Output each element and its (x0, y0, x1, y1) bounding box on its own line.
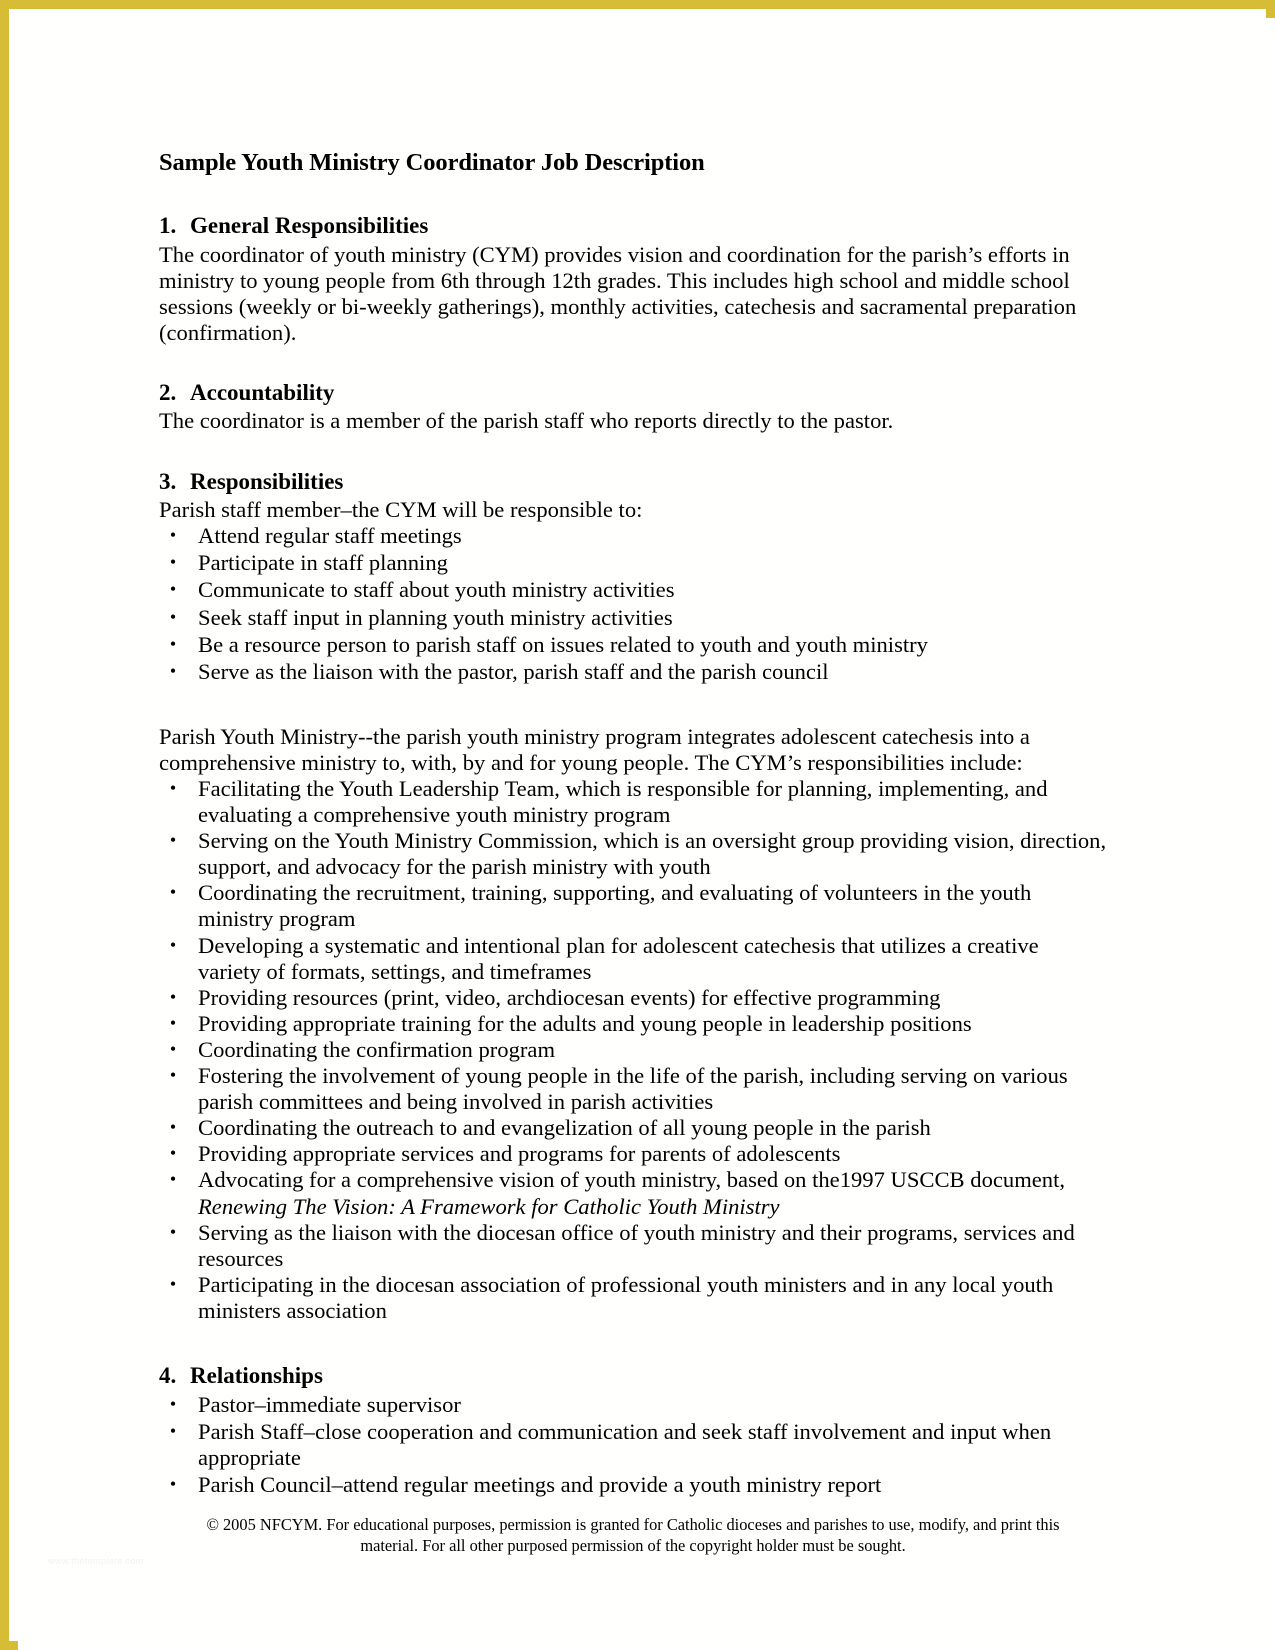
list-item-label: Providing appropriate services and programs for parents of adolescents (198, 1141, 841, 1167)
list-item (159, 1011, 1107, 1037)
list-item-label: Pastor–immediate supervisor (198, 1391, 461, 1417)
responsibilities-lead-in: Parish staff member–the CYM will be responsible to: (159, 497, 643, 523)
list-item-label: Facilitating the Youth Leadership Team, which is responsible for planning, implementing, and evaluating a comprehensive youth ministry program (198, 776, 1048, 828)
list-item (159, 985, 1107, 1011)
section-heading (159, 468, 1107, 496)
bullet-icon: • (169, 606, 177, 627)
copyright-footer (159, 1514, 1107, 1556)
bullet-icon: • (169, 778, 177, 798)
section-accountability (159, 379, 1107, 435)
bullet-icon: • (169, 1169, 177, 1190)
list-item-label: Providing resources (print, video, archdiocesan events) for effective programming (198, 984, 941, 1010)
list-item (159, 776, 1107, 828)
section-heading (159, 212, 1107, 240)
list-item (159, 1419, 1107, 1471)
section-name: Relationships (190, 1362, 323, 1388)
section-number: 4. (159, 1362, 177, 1388)
list-item (159, 1037, 1107, 1063)
list-item-label: Coordinating the recruitment, training, supporting, and evaluating of volunteers in the youth ministry program (198, 880, 1032, 932)
list-item (159, 1220, 1107, 1272)
bullet-icon: • (169, 1221, 177, 1242)
bullet-icon: • (169, 1393, 177, 1414)
bullet-icon: • (169, 1038, 177, 1059)
section-number: 3. (159, 468, 177, 494)
list-item-label (198, 1167, 1107, 1219)
list-item-label: Serving as the liaison with the diocesan office of youth ministry and their programs, services and resources (198, 1219, 1075, 1271)
section-paragraph: The coordinator is a member of the parish staff who reports directly to the pastor. (159, 408, 894, 434)
list-item (159, 659, 1107, 685)
section-heading (159, 379, 1107, 407)
document-title: Sample Youth Ministry Coordinator Job Description (159, 149, 705, 176)
section-name: General Responsibilities (190, 212, 429, 238)
list-item-label: Attend regular staff meetings (198, 523, 462, 549)
bullet-icon: • (169, 1273, 177, 1294)
list-item-label: Developing a systematic and intentional plan for adolescent catechesis that utilizes a creative variety of formats, settings, and timeframes (198, 932, 1039, 984)
list-item-label: Participate in staff planning (198, 550, 448, 576)
list-item-label: Parish Staff–close cooperation and communication and seek staff involvement and input when appropriate (198, 1418, 1052, 1470)
watermark-text: www.thetemplate.com (48, 1556, 144, 1566)
relationships-list (159, 1392, 1107, 1498)
parish-youth-ministry-paragraph: Parish Youth Ministry--the parish youth ministry program integrates adolescent catechesis into a comprehensive ministry to, with, by and for young people. The CYM’s responsibilities include: (159, 723, 1030, 775)
list-item (159, 550, 1107, 576)
list-item (159, 577, 1107, 603)
list-item-label: Parish Council–attend regular meetings and provide a youth ministry report (198, 1471, 882, 1497)
list-item (159, 1472, 1107, 1498)
bullet-icon: • (169, 633, 177, 654)
section-responsibilities (159, 468, 1107, 1324)
document-page (18, 18, 1275, 1650)
bullet-icon: • (169, 579, 177, 600)
list-item-label: Serving on the Youth Ministry Commission, which is an oversight group providing vision, direction, support, and advocacy for the parish ministry with youth (198, 828, 1107, 880)
spacer (159, 1324, 1107, 1362)
section-heading (159, 1362, 1107, 1390)
bullet-icon: • (169, 1117, 177, 1138)
list-item-label: Seek staff input in planning youth ministry activities (198, 604, 673, 630)
section-relationships (159, 1362, 1107, 1498)
list-item (159, 632, 1107, 658)
list-item (159, 828, 1107, 880)
section-number: 1. (159, 212, 177, 238)
list-item (159, 1272, 1107, 1324)
list-item-label: Participating in the diocesan association of professional youth ministers and in any local youth ministers association (198, 1271, 1054, 1323)
list-item-label: Serve as the liaison with the pastor, parish staff and the parish council (198, 658, 829, 684)
copyright-line-2: material. For all other purposed permission of the copyright holder must be sought. (360, 1536, 906, 1555)
section-number: 2. (159, 379, 177, 405)
section-name: Responsibilities (190, 468, 344, 494)
bullet-icon: • (169, 1143, 177, 1164)
list-item (159, 1141, 1107, 1167)
section-name: Accountability (190, 379, 335, 405)
spacer (159, 346, 1107, 379)
bullet-icon: • (169, 552, 177, 573)
bullet-icon: • (169, 934, 177, 955)
list-item-label: Be a resource person to parish staff on issues related to youth and youth ministry (198, 631, 928, 657)
list-item (159, 605, 1107, 631)
cym-responsibilities-list (159, 776, 1107, 1324)
list-item (159, 1392, 1107, 1418)
bullet-icon: • (169, 830, 177, 851)
section-general-responsibilities (159, 212, 1107, 346)
list-item-label: Coordinating the confirmation program (198, 1036, 556, 1062)
bullet-icon: • (169, 986, 177, 1007)
staff-responsibilities-list (159, 523, 1107, 685)
bullet-icon: • (169, 1065, 177, 1086)
bullet-icon: • (169, 882, 177, 903)
cited-document-title: Renewing The Vision: A Framework for Catholic Youth Ministry (198, 1193, 780, 1219)
list-item-advocating (159, 1167, 1107, 1219)
bullet-icon: • (169, 1012, 177, 1033)
list-item-label: Communicate to staff about youth ministry activities (198, 577, 675, 603)
bullet-icon: • (169, 1420, 177, 1441)
document-content (159, 149, 1107, 1499)
advocating-text: Advocating for a comprehensive vision of youth ministry, based on the1997 USCCB document, (198, 1167, 1066, 1193)
bullet-icon: • (169, 660, 177, 681)
list-item-label: Providing appropriate training for the adults and young people in leadership positions (198, 1010, 972, 1036)
list-item (159, 1063, 1107, 1115)
section-paragraph: The coordinator of youth ministry (CYM) provides vision and coordination for the parish’s efforts in ministry to young people from 6th through 12th grades. This includes high school and middle school sessions (weekly or bi-weekly gatherings), monthly activities, catechesis and sacramental preparation (confirmation). (159, 241, 1077, 345)
spacer (159, 686, 1107, 724)
copyright-line-1: © 2005 NFCYM. For educational purposes, permission is granted for Catholic dioceses and parishes to use, modify, and print this (206, 1515, 1060, 1534)
spacer (159, 435, 1107, 468)
list-item (159, 1115, 1107, 1141)
list-item-label: Fostering the involvement of young people in the life of the parish, including serving on various parish committees and being involved in parish activities (198, 1063, 1068, 1115)
list-item (159, 523, 1107, 549)
bullet-icon: • (169, 1473, 177, 1494)
list-item-label: Coordinating the outreach to and evangelization of all young people in the parish (198, 1115, 931, 1141)
bullet-icon: • (169, 525, 177, 546)
list-item (159, 880, 1107, 932)
list-item (159, 933, 1107, 985)
